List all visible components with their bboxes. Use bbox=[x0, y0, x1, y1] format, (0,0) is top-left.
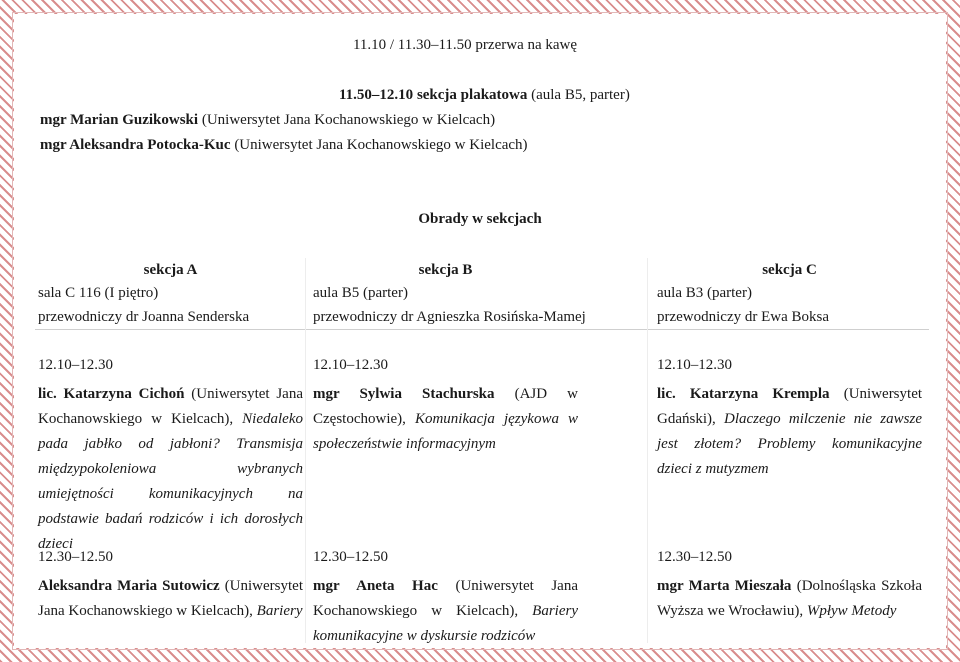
presenter-affiliation: (Uniwersytet Jana Kochanowskiego w Kielcach) bbox=[234, 137, 528, 153]
table-header-rule bbox=[35, 329, 929, 330]
talk-time: 12.30–12.50 bbox=[313, 549, 388, 565]
talk-affiliation: (Dolnośląska Szkoła Wyższa we Wrocławiu), bbox=[657, 578, 923, 619]
section-chair: przewodniczy dr Agnieszka Rosińska-Mamej bbox=[313, 309, 586, 325]
column-separator bbox=[305, 258, 306, 643]
section-name: sekcja A bbox=[143, 262, 198, 278]
section-chair: przewodniczy dr Joanna Senderska bbox=[38, 309, 250, 325]
talk-body bbox=[313, 574, 578, 649]
talk-body bbox=[38, 574, 303, 624]
talk-affiliation: (Uniwersytet Jana Kochanowskiego w Kielcach), bbox=[313, 578, 578, 619]
section-b-header bbox=[313, 261, 586, 326]
talk-time: 12.30–12.50 bbox=[38, 549, 113, 565]
talk-affiliation: (Uniwersytet Jana Kochanowskiego w Kielcach), bbox=[38, 578, 303, 619]
section-name: sekcja C bbox=[762, 262, 817, 278]
talk-title: Komunikacja językowa w społeczeństwie informacyjnym bbox=[313, 411, 578, 452]
talk-title: Bariery bbox=[256, 603, 303, 619]
poster-title: sekcja plakatowa bbox=[416, 87, 528, 103]
talk-cell bbox=[313, 548, 578, 649]
poster-location: (aula B5, parter) bbox=[531, 87, 630, 103]
talk-speaker: lic. Katarzyna Krempla bbox=[657, 386, 830, 402]
talk-title: Niedaleko pada jabłko od jabłoni? Transmisja międzypokoleniowa wybranych umiejętności komunikacyjnych na podstawie badań rodziców i ich dorosłych dzieci bbox=[38, 411, 303, 552]
talk-cell bbox=[38, 548, 303, 624]
talk-speaker: Aleksandra Maria Sutowicz bbox=[38, 578, 220, 594]
poster-presenter bbox=[40, 136, 528, 154]
break-line: 11.10 / 11.30–11.50 przerwa na kawę bbox=[352, 37, 578, 53]
column-separator bbox=[647, 258, 648, 643]
talk-time: 12.10–12.30 bbox=[313, 357, 388, 373]
talk-body bbox=[657, 574, 922, 624]
presenter-name: mgr Aleksandra Potocka-Kuc bbox=[40, 137, 231, 153]
talk-affiliation: (Uniwersytet Jana Kochanowskiego w Kielcach), bbox=[38, 386, 303, 427]
talk-speaker: mgr Aneta Hac bbox=[313, 578, 438, 594]
talk-affiliation: (Uniwersytet Gdański), bbox=[657, 386, 923, 427]
talk-body bbox=[38, 382, 303, 557]
talk-cell bbox=[657, 548, 922, 624]
section-room: sala C 116 (I piętro) bbox=[38, 285, 159, 301]
talk-speaker: mgr Marta Mieszała bbox=[657, 578, 792, 594]
presenter-name: mgr Marian Guzikowski bbox=[40, 112, 199, 128]
talk-time: 12.10–12.30 bbox=[657, 357, 732, 373]
poster-session-line bbox=[339, 86, 630, 104]
section-room: aula B3 (parter) bbox=[657, 285, 752, 301]
poster-time: 11.50–12.10 bbox=[339, 87, 414, 103]
talk-title: Bariery komunikacyjne w dyskursie rodziców bbox=[313, 603, 578, 644]
talk-time: 12.30–12.50 bbox=[657, 549, 732, 565]
sessions-heading: Obrady w sekcjach bbox=[418, 211, 542, 227]
talk-body bbox=[313, 382, 578, 457]
talk-cell bbox=[313, 356, 578, 457]
section-name: sekcja B bbox=[418, 262, 473, 278]
poster-presenter bbox=[40, 111, 495, 129]
talk-speaker: mgr Sylwia Stachurska bbox=[313, 386, 495, 402]
talk-affiliation: (AJD w Częstochowie), bbox=[313, 386, 578, 427]
section-a-header bbox=[38, 261, 303, 326]
talk-body bbox=[657, 382, 922, 482]
presenter-affiliation: (Uniwersytet Jana Kochanowskiego w Kielcach) bbox=[201, 112, 496, 128]
section-c-header bbox=[657, 261, 922, 326]
talk-title: Wpływ Metody bbox=[806, 603, 897, 619]
section-chair: przewodniczy dr Ewa Boksa bbox=[657, 309, 830, 325]
section-room: aula B5 (parter) bbox=[313, 285, 408, 301]
talk-speaker: lic. Katarzyna Cichoń bbox=[38, 386, 185, 402]
talk-title: Dlaczego milczenie nie zawsze jest złotem? Problemy komunikacyjne dzieci z mutyzmem bbox=[657, 411, 922, 477]
talk-time: 12.10–12.30 bbox=[38, 357, 113, 373]
talk-cell bbox=[38, 356, 303, 557]
talk-cell bbox=[657, 356, 922, 482]
